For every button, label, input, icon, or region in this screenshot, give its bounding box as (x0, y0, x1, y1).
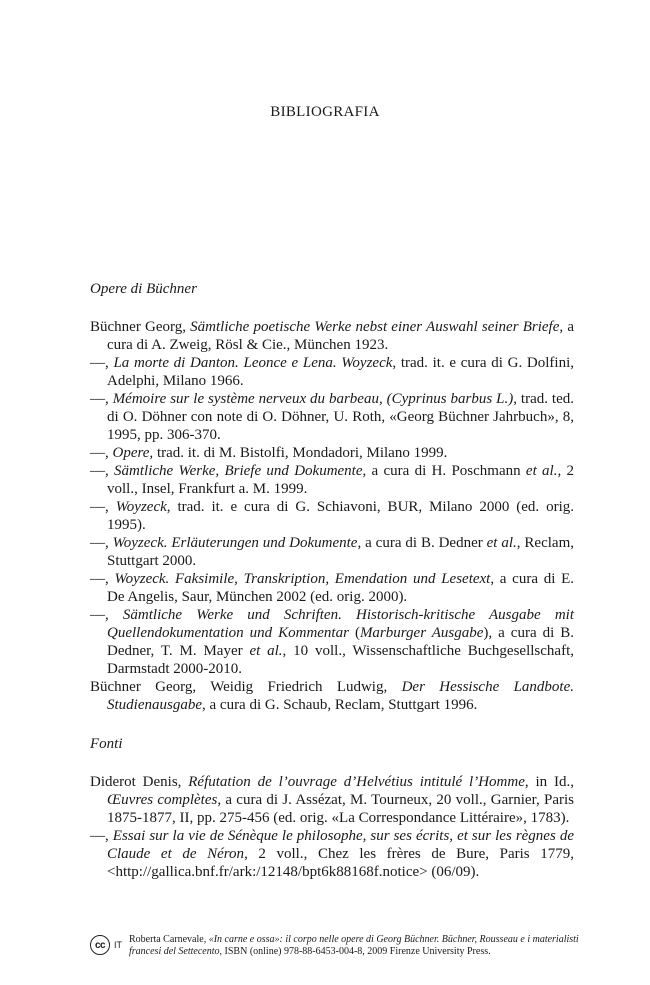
text-run: ––, (90, 828, 113, 844)
license-language: IT (114, 940, 122, 950)
bibliography-entry (90, 534, 574, 570)
footer-citation (129, 934, 580, 958)
text-run: , 2 voll., Chez les frères de Bure, Paris 1779, <http://gallica.bnf.fr/ark:/12148/bpt6k88168f.notice> (06/09). (107, 846, 574, 880)
bibliography-entry (90, 444, 574, 462)
text-run: ––, (90, 445, 113, 461)
italic-title: Opere, (112, 445, 154, 461)
text-run: , trad. ted. di O. Döhner con note di O. Döhner, U. Roth, «Georg Büchner Jahrbuch», 8, 1995, pp. 306-370. (107, 391, 574, 443)
section-heading-fonti: Fonti (90, 736, 123, 752)
text-run: , a cura di H. Poschmann (362, 463, 526, 479)
italic-title: Sämtliche poetische Werke nebst einer Auswahl seiner Briefe (190, 319, 560, 335)
page-title: BIBLIOGRAFIA (270, 104, 380, 120)
italic-title: Der Hessische Landbote. Studienausgabe (107, 679, 574, 713)
text-run: ––, (90, 463, 115, 479)
text-run: , 2 voll., Insel, Frankfurt a. M. 1999. (107, 463, 574, 497)
text-run: , in Id., (524, 774, 574, 790)
bibliography-list-opere (90, 318, 574, 714)
bibliography-entry (90, 678, 574, 714)
text-run: , a cura di J. Assézat, M. Tourneux, 20 voll., Garnier, Paris 1875-1877, II, pp. 275-456 (ed. orig. «La Correspondance Littéraire», 1783). (107, 792, 574, 826)
bibliography-entry (90, 498, 574, 534)
bibliography-entry (90, 390, 574, 444)
italic-title: Mémoire sur le système nerveux du barbeau, (Cyprinus barbus L.) (112, 391, 514, 407)
italic-title: Réfutation de l’ouvrage d’Helvétius intitulé l’Homme (188, 774, 525, 790)
text-run: trad. it. di M. Bistolfi, Mondadori, Milano 1999. (153, 445, 448, 461)
italic-title: Woyzeck. Erläuterungen und Dokumente (112, 535, 358, 551)
bibliography-entry (90, 570, 574, 606)
cc-license-icon: cc (90, 935, 110, 955)
text-run: ), a cura di B. Dedner, T. M. Mayer (107, 625, 575, 659)
section-heading-opere: Opere di Büchner (90, 281, 197, 297)
italic-title: et al. (249, 643, 283, 659)
italic-title: Woyzeck (115, 499, 167, 515)
bibliography-list-fonti (90, 773, 574, 881)
italic-title: Sämtliche Werke und Schriften. Historisch-kritische Ausgabe mit Quellendokumentation und Kommentar (107, 607, 574, 641)
bibliography-entry (90, 354, 574, 390)
italic-title: Œuvres complètes (107, 792, 218, 808)
footer (90, 934, 580, 958)
italic-title: Woyzeck. Faksimile, Transkription, Emendation und Lesetext (114, 571, 491, 587)
italic-title: Essai sur la vie de Sénèque le philosophe, sur ses écrits, et sur les règnes de Claude et de Néron (107, 828, 574, 862)
italic-title: Marburger Ausgabe (359, 625, 484, 641)
text-run: ––, (90, 499, 116, 515)
text-run: , ISBN (online) 978-88-6453-004-8, 2009 Firenze University Press. (219, 946, 491, 957)
text-run: , trad. it. e cura di G. Schiavoni, BUR, Milano 2000 (ed. orig. 1995). (107, 499, 575, 533)
text-run: , a cura di E. De Angelis, Saur, München 2002 (ed. orig. 2000). (107, 571, 574, 605)
text-run: , a cura di A. Zweig, Rösl & Cie., München 1923. (107, 319, 574, 353)
italic-title: et al. (486, 535, 517, 551)
text-run: Diderot Denis, (90, 774, 189, 790)
bibliography-entry (90, 827, 574, 881)
text-run: Büchner Georg, (90, 319, 191, 335)
text-run: , a cura di G. Schaub, Reclam, Stuttgart 1996. (202, 697, 478, 713)
text-run: ––, (90, 535, 113, 551)
bibliography-entry (90, 318, 574, 354)
text-run: ––, (90, 571, 115, 587)
text-run: , Reclam, Stuttgart 2000. (107, 535, 574, 569)
italic-title: La morte di Danton. Leonce e Lena. Woyzeck (113, 355, 393, 371)
bibliography-entry (90, 606, 574, 678)
italic-title: «In carne e ossa»: il corpo nelle opere di Georg Büchner. Büchner, Rousseau e i materialisti francesi del Settecento (129, 934, 579, 957)
bibliography-entry (90, 462, 574, 498)
text-run: , a cura di B. Dedner (357, 535, 487, 551)
italic-title: et al. (525, 463, 558, 479)
text-run: ( (348, 625, 360, 641)
bibliography-entry (90, 773, 574, 827)
text-run: Büchner Georg, Weidig Friedrich Ludwig, (90, 679, 402, 695)
text-run: , 10 voll., Wissenschaftliche Buchgesellschaft, Darmstadt 2000-2010. (107, 643, 574, 677)
text-run: ––, (90, 391, 113, 407)
text-run: Roberta Carnevale, (129, 934, 209, 945)
text-run: ––, (90, 607, 123, 623)
text-run: ––, (90, 355, 114, 371)
text-run: , trad. it. e cura di G. Dolfini, Adelphi, Milano 1966. (107, 355, 574, 389)
italic-title: Sämtliche Werke, Briefe und Dokumente (114, 463, 363, 479)
